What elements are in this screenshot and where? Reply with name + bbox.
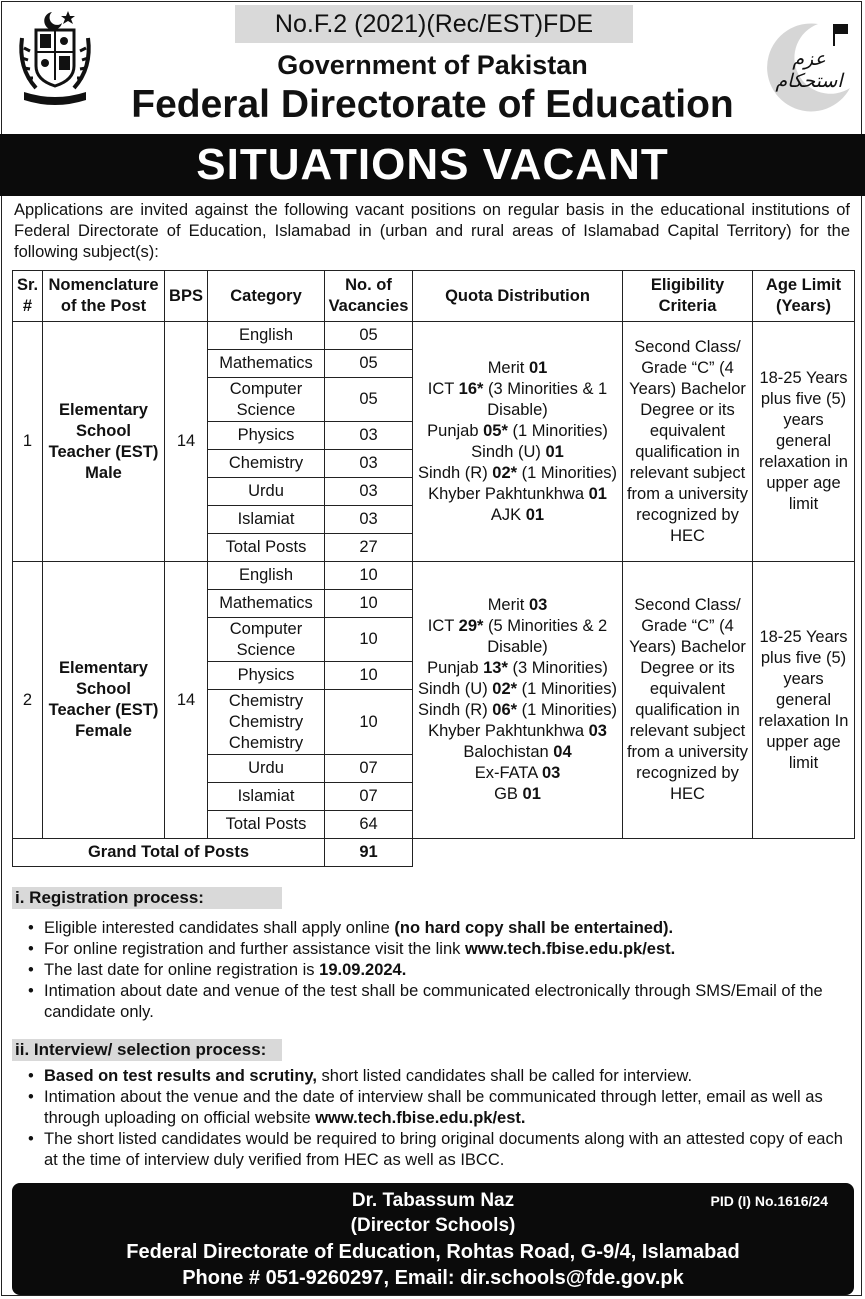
post-cell: Elementary School Teacher (EST) Male	[43, 322, 165, 562]
vacancies-cell: 10	[325, 618, 413, 662]
quota-label: Sindh (R)	[418, 463, 493, 482]
vacancies-cell: 03	[325, 422, 413, 450]
quota-value: 02*	[492, 680, 518, 698]
seal-text: عزم استحکام	[775, 48, 843, 92]
quota-value: 29*	[458, 617, 484, 635]
registration-heading: i. Registration process:	[12, 887, 282, 909]
quota-list	[415, 595, 620, 805]
director-name: Dr. Tabassum Naz	[351, 1190, 515, 1211]
quota-value: 16*	[458, 379, 484, 398]
quota-value: 02*	[492, 463, 518, 482]
list-item: • For online registration and further assistance visit the link www.tech.fbise.edu.pk/est.	[14, 939, 852, 960]
quota-item	[415, 358, 620, 379]
quota-value: 03	[528, 596, 548, 614]
vacancies-cell: 03	[325, 450, 413, 478]
pid-number: PID (I) No.1616/24	[710, 1193, 828, 1209]
quota-note: (1 Minorities)	[517, 463, 617, 482]
quota-item	[415, 505, 620, 526]
quota-value: 01	[525, 505, 545, 524]
quota-item	[415, 763, 620, 784]
category-cell: Mathematics	[208, 350, 325, 378]
list-item: • Eligible interested candidates shall apply online (no hard copy shall be entertained).	[14, 918, 852, 939]
vacancies-cell: 10	[325, 562, 413, 590]
table-row	[13, 322, 855, 350]
header-vacancies: No. of Vacancies	[325, 271, 413, 322]
category-cell: Chemistry	[208, 450, 325, 478]
interview-heading: ii. Interview/ selection process:	[12, 1039, 282, 1061]
list-item: • Intimation about date and venue of the test shall be communicated electronically through SMS/Email of the candidate only.	[14, 981, 852, 1023]
grand-total-label: Grand Total of Posts	[13, 839, 325, 867]
header-sr: Sr. #	[13, 271, 43, 322]
eligibility-cell: Second Class/ Grade “C” (4 Years) Bachelor Degree or its equivalent qualification in relevant subject from a university recognized by HEC	[623, 322, 753, 562]
vacancies-cell: 05	[325, 322, 413, 350]
vacancies-cell: 10	[325, 690, 413, 755]
list-item: • Based on test results and scrutiny, short listed candidates shall be called for interview.	[14, 1066, 852, 1087]
header-bps: BPS	[165, 271, 208, 322]
quota-note: (3 Minorities)	[507, 659, 608, 677]
vacancies-cell: 10	[325, 590, 413, 618]
interview-list	[14, 1066, 852, 1171]
director-designation: (Director Schools)	[350, 1215, 516, 1236]
eligibility-cell: Second Class/ Grade “C” (4 Years) Bachelor Degree or its equivalent qualification in relevant subject from a university recognized by HEC	[623, 562, 753, 839]
quota-item	[415, 784, 620, 805]
quota-label: Sindh (R)	[418, 701, 493, 719]
quota-label: Sindh (U)	[471, 442, 546, 461]
quota-item	[415, 379, 620, 421]
last-date: 19.09.2024.	[319, 961, 407, 979]
category-cell: Chemistry Chemistry Chemistry	[208, 690, 325, 755]
empty-cell	[413, 839, 623, 867]
footer-address: Federal Directorate of Education, Rohtas Road, G-9/4, Islamabad	[126, 1241, 740, 1263]
age-limit-cell: 18-25 Years plus five (5) years general relaxation In upper age limit	[753, 562, 855, 839]
quota-label: GB	[494, 785, 523, 803]
quota-cell	[413, 322, 623, 562]
government-title: Government of Pakistan	[277, 50, 588, 80]
quota-note: (1 Minorities)	[517, 701, 617, 719]
grand-total-value: 91	[325, 839, 413, 867]
quota-item	[415, 421, 620, 442]
registration-link[interactable]: www.tech.fbise.edu.pk/est.	[464, 940, 676, 958]
quota-item	[415, 658, 620, 679]
header-category: Category	[208, 271, 325, 322]
quota-value: 13*	[483, 659, 508, 677]
category-cell: Islamiat	[208, 506, 325, 534]
list-item: • The short listed candidates would be required to bring original documents along with an attested copy of each at the time of interview duly verified from HEC as well as IBCC.	[14, 1129, 852, 1171]
category-cell: Urdu	[208, 755, 325, 783]
bps-cell: 14	[165, 322, 208, 562]
quota-label: Punjab	[427, 659, 484, 677]
quota-item	[415, 742, 620, 763]
quota-item	[415, 442, 620, 463]
quota-value: 01	[588, 484, 607, 503]
total-posts-label: Total Posts	[208, 534, 325, 562]
quota-item	[415, 721, 620, 742]
quota-label: Ex-FATA	[474, 764, 542, 782]
category-cell: English	[208, 322, 325, 350]
age-limit-cell: 18-25 Years plus five (5) years general relaxation in upper age limit	[753, 322, 855, 562]
vacancies-cell: 05	[325, 378, 413, 422]
quota-value: 06*	[492, 701, 518, 719]
quota-note: (5 Minorities & 2 Disable)	[483, 617, 608, 656]
grand-total-row	[13, 839, 855, 867]
vacancies-table	[12, 270, 855, 867]
quota-value: 03	[588, 722, 607, 740]
category-cell: Urdu	[208, 478, 325, 506]
vacancies-cell: 07	[325, 755, 413, 783]
post-cell: Elementary School Teacher (EST) Female	[43, 562, 165, 839]
website-link[interactable]: www.tech.fbise.edu.pk/est.	[315, 1109, 526, 1127]
quota-note: (1 Minorities)	[517, 680, 617, 698]
quota-label: Khyber Pakhtunkhwa	[428, 484, 589, 503]
quota-label: Sindh (U)	[418, 680, 493, 698]
quota-note: (3 Minorities & 1 Disable)	[483, 379, 608, 419]
sr-cell: 1	[13, 322, 43, 562]
header-age: Age Limit (Years)	[753, 271, 855, 322]
total-posts-label: Total Posts	[208, 811, 325, 839]
quota-label: AJK	[490, 505, 526, 524]
category-cell: Computer Science	[208, 378, 325, 422]
empty-cell	[623, 839, 753, 867]
quota-note: (1 Minorities)	[507, 421, 608, 440]
quota-label: Punjab	[427, 421, 484, 440]
quota-item	[415, 700, 620, 721]
quota-value: 01	[522, 785, 541, 803]
quota-value: 01	[545, 442, 564, 461]
empty-cell	[753, 839, 855, 867]
reference-number: No.F.2 (2021)(Rec/EST)FDE	[235, 5, 633, 43]
quota-item	[415, 616, 620, 658]
total-posts-value: 27	[325, 534, 413, 562]
table-row	[13, 562, 855, 590]
quota-item	[415, 595, 620, 616]
registration-list	[14, 918, 852, 1023]
contact-footer	[12, 1183, 854, 1295]
quota-value: 01	[528, 358, 548, 377]
quota-value: 03	[541, 764, 561, 782]
vacancies-cell: 10	[325, 662, 413, 690]
category-cell: Computer Science	[208, 618, 325, 662]
quota-label: Merit	[487, 358, 529, 377]
quota-list	[415, 358, 620, 526]
header-quota: Quota Distribution	[413, 271, 623, 322]
quota-label: ICT	[427, 379, 459, 398]
category-cell: Physics	[208, 662, 325, 690]
category-cell: Physics	[208, 422, 325, 450]
total-posts-value: 64	[325, 811, 413, 839]
footer-contact[interactable]: Phone # 051-9260297, Email: dir.schools@fde.gov.pk	[182, 1267, 684, 1289]
quota-label: Merit	[487, 596, 529, 614]
quota-label: Khyber Pakhtunkhwa	[428, 722, 589, 740]
header-post: Nomenclature of the Post	[43, 271, 165, 322]
vacancies-cell: 05	[325, 350, 413, 378]
vacancies-cell: 03	[325, 506, 413, 534]
situations-vacant-banner: SITUATIONS VACANT	[0, 134, 865, 196]
table-header-row	[13, 271, 855, 322]
quota-value: 04	[553, 743, 572, 761]
quota-cell	[413, 562, 623, 839]
vacancies-cell: 07	[325, 783, 413, 811]
quota-item	[415, 679, 620, 700]
header-eligibility: Eligibility Criteria	[623, 271, 753, 322]
vacancies-cell: 03	[325, 478, 413, 506]
directorate-title: Federal Directorate of Education	[131, 83, 734, 126]
intro-paragraph: Applications are invited against the following vacant positions on regular basis in the educational institutions of Federal Directorate of Education, Islamabad in (urban and rural areas of Islamabad Capital Territory) for the following subject(s):	[14, 201, 850, 261]
list-item: • The last date for online registration is 19.09.2024.	[14, 960, 852, 981]
category-cell: Islamiat	[208, 783, 325, 811]
sr-cell: 2	[13, 562, 43, 839]
bps-cell: 14	[165, 562, 208, 839]
quota-label: Balochistan	[463, 743, 554, 761]
quota-item	[415, 484, 620, 505]
quota-item	[415, 463, 620, 484]
category-cell: English	[208, 562, 325, 590]
quota-label: ICT	[427, 617, 459, 635]
category-cell: Mathematics	[208, 590, 325, 618]
quota-value: 05*	[483, 421, 508, 440]
list-item: • Intimation about the venue and the date of interview shall be communicated through letter, email as well as through uploading on official website www.tech.fbise.edu.pk/est.	[14, 1087, 852, 1129]
